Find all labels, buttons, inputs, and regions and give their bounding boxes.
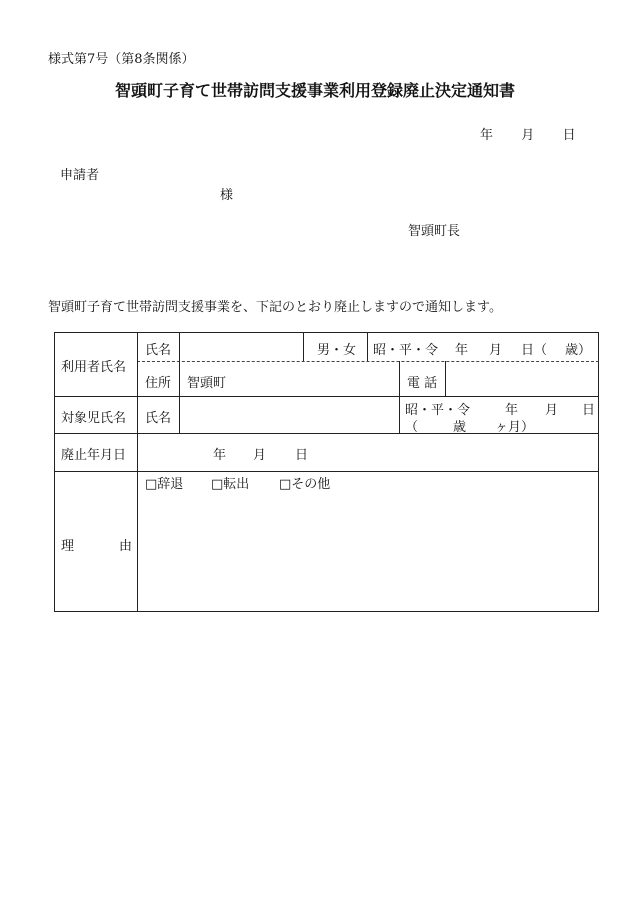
user-birth-day: 日（ bbox=[521, 343, 548, 358]
child-birth-month: 月 bbox=[545, 403, 559, 418]
child-name-label: 氏名 bbox=[145, 411, 172, 426]
child-age-open: （ bbox=[405, 420, 419, 435]
column-divider bbox=[303, 333, 304, 361]
child-birth-day: 日 bbox=[582, 403, 596, 418]
reason-option-move-out: □転出 bbox=[211, 477, 250, 492]
issuer-name: 智頭町長 bbox=[408, 224, 461, 239]
column-divider bbox=[399, 361, 400, 396]
applicant-honorific: 様 bbox=[220, 188, 234, 203]
abolition-month: 月 bbox=[253, 448, 267, 463]
user-era-choice: 昭・平・令 bbox=[373, 343, 439, 358]
form-number: 様式第7号（第8条関係） bbox=[48, 52, 195, 67]
child-age-months: ヶ月） bbox=[495, 420, 535, 435]
column-divider bbox=[367, 333, 368, 361]
abolition-year: 年 bbox=[213, 448, 227, 463]
reason-option-other: □その他 bbox=[279, 477, 331, 492]
issue-date-year: 年 bbox=[480, 128, 494, 143]
child-birth-year: 年 bbox=[505, 403, 519, 418]
user-section-label: 利用者氏名 bbox=[61, 360, 127, 375]
child-section-label: 対象児氏名 bbox=[61, 411, 127, 426]
address-label: 住所 bbox=[145, 376, 172, 391]
column-divider bbox=[445, 361, 446, 396]
reason-label-2: 由 bbox=[119, 539, 133, 554]
issue-date-day: 日 bbox=[562, 128, 576, 143]
user-birth-year: 年 bbox=[455, 343, 469, 358]
column-divider bbox=[137, 333, 138, 612]
abolition-day: 日 bbox=[295, 448, 309, 463]
issue-date-month: 月 bbox=[521, 128, 535, 143]
applicant-label: 申請者 bbox=[60, 168, 100, 183]
gender-choice: 男・女 bbox=[317, 343, 357, 358]
issue-date bbox=[480, 124, 576, 143]
child-era-choice: 昭・平・令 bbox=[405, 403, 471, 418]
form-table bbox=[54, 332, 599, 612]
user-age: 歳） bbox=[565, 343, 592, 358]
column-divider bbox=[399, 396, 400, 433]
reason-label-1: 理 bbox=[61, 539, 75, 554]
row-divider bbox=[137, 361, 599, 362]
column-divider bbox=[179, 396, 180, 433]
reason-option-decline: □辞退 bbox=[145, 477, 184, 492]
address-value: 智頭町 bbox=[187, 376, 227, 391]
column-divider bbox=[179, 361, 180, 396]
document-title: 智頭町子育て世帯訪問支援事業利用登録廃止決定通知書 bbox=[114, 81, 515, 100]
child-age-years: 歳 bbox=[453, 420, 467, 435]
abolition-date-label: 廃止年月日 bbox=[61, 448, 127, 463]
phone-label: 電 話 bbox=[407, 376, 438, 391]
column-divider bbox=[179, 333, 180, 361]
user-name-label: 氏名 bbox=[145, 343, 172, 358]
notice-body: 智頭町子育て世帯訪問支援事業を、下記のとおり廃止しますので通知します。 bbox=[48, 300, 502, 315]
user-birth-month: 月 bbox=[489, 343, 503, 358]
